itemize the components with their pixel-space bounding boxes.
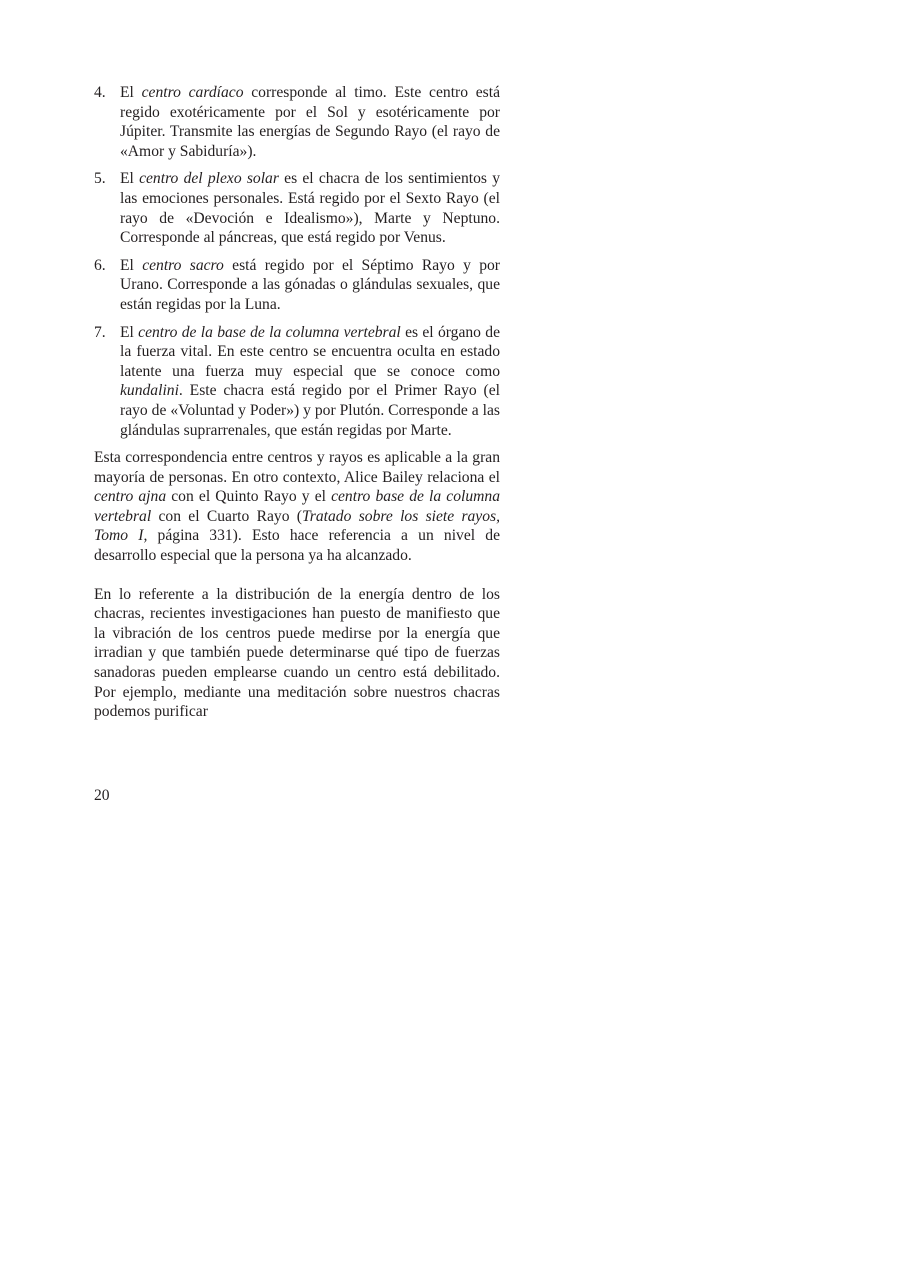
body-paragraph: En lo referente a la distribución de la energía dentro de los chacras, recientes investigaciones han puesto de manifiesto que la vibración de los centros puede medirse por la energía que irradian y que también puede determinarse qué tipo de fuerzas sanadoras pueden emplearse cuando un centro está debilitado. Por ejemplo, mediante una meditación sobre nuestros chacras podemos purificar [94,585,500,721]
list-number: 5. [94,170,106,188]
book-title: Tratado sobre los siete rayos, Tomo I, [94,507,500,545]
numbered-list [94,83,500,440]
text-run: está regido por el Séptimo Rayo y por Urano. Corresponde a las gónadas o glándulas sexuales, que están regidas por la Luna. [120,256,500,313]
list-item [94,169,500,247]
text-run: . Este chacra está regido por el Primer Rayo (el rayo de «Voluntad y Poder») y por Plutón. Corresponde a las glándulas suprarrenales, que están regidas por Marte. [120,382,500,439]
text-run: El [120,256,143,274]
list-number: 7. [94,323,106,341]
emphasis: centro base de la columna vertebral [94,488,501,525]
emphasis: kundalini [120,382,179,400]
page-content [94,83,500,722]
text-run: Esta correspondencia entre centros y rayos es aplicable a la gran mayoría de personas. En otro contexto, Alice Bailey relaciona el [94,449,500,486]
text-run: El [120,323,139,341]
list-item-text [120,83,500,161]
emphasis: centro ajna [94,488,167,506]
list-item [94,323,500,441]
list-number: 6. [94,256,106,274]
text-run: con el Quinto Rayo y el [166,488,332,506]
text-run: El [120,170,140,188]
text-run: página 331). Esto hace referencia a un nivel de desarrollo especial que la persona ya ha alcanzado. [94,527,500,565]
list-number: 4. [94,84,106,101]
list-item [94,256,500,315]
text-run: El [120,84,142,101]
list-item-text [120,256,500,315]
body-paragraph [94,448,500,566]
emphasis: centro sacro [142,256,224,274]
emphasis: centro de la base de la columna vertebral [138,323,401,341]
page-number: 20 [94,787,110,804]
text-run: con el Cuarto Rayo ( [151,507,302,525]
list-item-text [120,323,500,441]
text-run: es el chacra de los sentimientos y las emociones personales. Está regido por el Sexto Rayo (el rayo de «Devoción e Idealismo»), Marte y Neptuno. Corresponde al páncreas, que está regido por Venus. [120,170,501,247]
list-item-text [120,169,500,247]
emphasis: centro del plexo solar [139,170,279,188]
text-run: es el órgano de la fuerza vital. En este centro se encuentra oculta en estado latente una fuerza muy especial que se conoce como [120,323,500,380]
text-run: corresponde al timo. Este centro está regido exotéricamente por el Sol y esotéricamente por Júpiter. Transmite las energías de Segundo Rayo (el rayo de «Amor y Sabiduría»). [120,84,501,160]
list-item [94,83,500,161]
emphasis: centro cardíaco [141,84,244,101]
